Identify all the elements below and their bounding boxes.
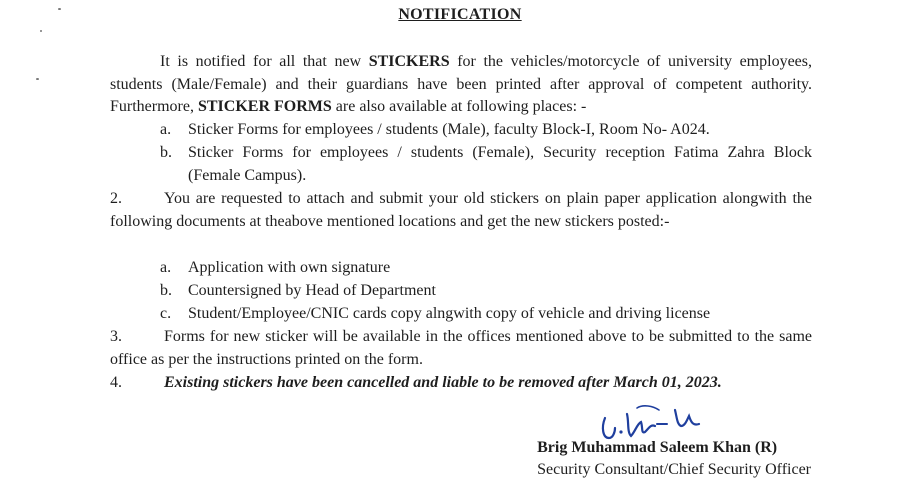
- paragraph-text: Forms for new sticker will be available in the offices mentioned above to be submitted to the same office as per the instructions printed on the form.: [110, 328, 812, 368]
- list-marker: a.: [160, 121, 172, 138]
- intro-sticker-forms-emphasis: STICKER FORMS: [197, 98, 332, 115]
- list-marker: b.: [160, 282, 172, 299]
- list-item: [160, 257, 812, 280]
- list-item: [160, 119, 812, 142]
- list-item: [160, 142, 812, 187]
- numbered-paragraph-3: [110, 326, 812, 371]
- intro-paragraph: [110, 51, 812, 119]
- list-text: Sticker Forms for employees / students (Female), Security reception Fatima Zahra Block (Female Campus).: [188, 144, 812, 184]
- intro-text-2: for the vehicles/motorcycle of university employees, students (Male/Female) and their guardians have been printed after approval of competent authority. Furthermore,: [110, 53, 812, 115]
- signatory-designation: Security Consultant/Chief Security Officer: [537, 461, 811, 478]
- numbered-paragraph-2: [110, 188, 812, 233]
- scan-speck: [36, 78, 39, 80]
- paragraph-number: 2.: [110, 190, 122, 207]
- list-item: [160, 280, 812, 303]
- intro-stickers-emphasis: STICKERS: [368, 53, 450, 70]
- list-text: Student/Employee/CNIC cards copy alngwith copy of vehicle and driving license: [188, 305, 711, 322]
- paragraph-text-emphasis: Existing stickers have been cancelled and liable to be removed after March 01, 2023.: [164, 374, 722, 391]
- list-text: Countersigned by Head of Department: [188, 282, 436, 299]
- numbered-paragraph-4: [110, 372, 812, 395]
- signatory-block: [537, 437, 811, 481]
- list-marker: a.: [160, 259, 172, 276]
- list-marker: b.: [160, 144, 172, 161]
- paragraph-text: You are requested to attach and submit your old stickers on plain paper application alongwith the following documents at theabove mentioned locations and get the new stickers posted:-: [110, 190, 812, 230]
- page-title: NOTIFICATION: [398, 6, 522, 23]
- intro-text-3: are also available at following places: -: [331, 98, 587, 115]
- list-text: Application with own signature: [188, 259, 391, 276]
- list-text: Sticker Forms for employees / students (Male), faculty Block-I, Room No- A024.: [188, 121, 710, 138]
- list-marker: c.: [160, 305, 172, 322]
- intro-text-1: It is notified for all that new: [160, 53, 369, 70]
- paragraph-number: 3.: [110, 328, 122, 345]
- signatory-name: Brig Muhammad Saleem Khan (R): [537, 439, 778, 456]
- list-item: [160, 303, 812, 326]
- paragraph-number: 4.: [110, 374, 122, 391]
- scan-speck: [40, 30, 42, 32]
